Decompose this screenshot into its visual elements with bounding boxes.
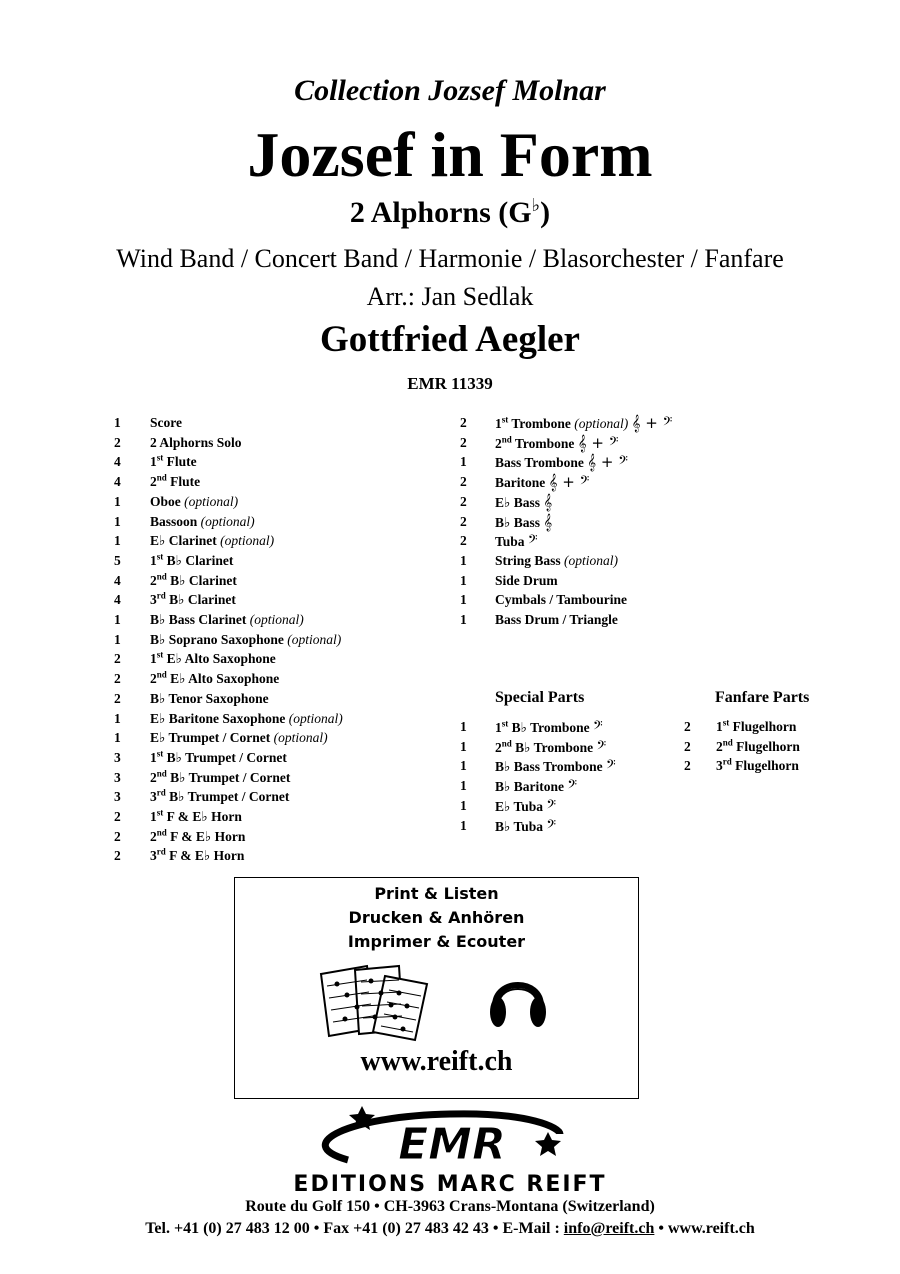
part-name: 2nd B♭ Trumpet / Cornet bbox=[150, 768, 291, 785]
part-name: 1st F & E♭ Horn bbox=[150, 807, 242, 824]
part-quantity: 1 bbox=[460, 719, 467, 734]
part-quantity: 2 bbox=[114, 671, 121, 687]
part-name: E♭ Clarinet (optional) bbox=[150, 533, 275, 549]
ordinal-suffix: nd bbox=[722, 737, 733, 748]
part-name: Bass Drum / Triangle bbox=[495, 612, 618, 627]
part-name: String Bass (optional) bbox=[495, 552, 619, 568]
part-name: 3rd B♭ Clarinet bbox=[150, 590, 236, 608]
part-name: Oboe (optional) bbox=[150, 493, 239, 509]
part-name: 2nd Flute bbox=[150, 472, 201, 490]
clef-icon: 𝄞 + 𝄢 bbox=[631, 414, 673, 432]
part-quantity: 2 bbox=[460, 415, 467, 430]
ordinal-suffix: nd bbox=[156, 571, 167, 582]
clef-icon: 𝄢 bbox=[527, 532, 538, 551]
part-name: 3rd Flugelhorn bbox=[716, 756, 799, 774]
optional-note: (optional) bbox=[288, 710, 343, 726]
part-quantity: 2 bbox=[114, 434, 121, 450]
emr-logo-graphic bbox=[230, 1104, 670, 1174]
part-name: Bassoon (optional) bbox=[150, 513, 255, 529]
part-quantity: 2 bbox=[460, 434, 467, 450]
subtitle-text: 2 Alphorns (G bbox=[349, 196, 532, 229]
part-name: 1st B♭ Trombone 𝄢 bbox=[495, 718, 603, 736]
ordinal-suffix: st bbox=[501, 718, 509, 729]
ordinal-suffix: st bbox=[156, 452, 164, 463]
clef-icon: 𝄢 bbox=[567, 777, 578, 796]
promo-line-imprimer: Imprimer & Ecouter bbox=[347, 932, 526, 951]
ordinal-suffix: nd bbox=[501, 738, 512, 749]
ordinal-suffix: nd bbox=[156, 669, 167, 680]
page-title: Jozsef in Form bbox=[247, 119, 653, 190]
part-quantity: 2 bbox=[114, 809, 121, 824]
flat-sign: ♭ bbox=[531, 195, 541, 215]
part-quantity: 4 bbox=[114, 572, 121, 588]
ordinal-suffix: nd bbox=[156, 472, 167, 483]
optional-note: (optional) bbox=[249, 612, 304, 627]
part-quantity: 1 bbox=[114, 730, 121, 746]
part-quantity: 2 bbox=[460, 533, 467, 549]
part-quantity: 1 bbox=[460, 572, 467, 588]
sheet-music-icon bbox=[315, 962, 435, 1042]
optional-note: (optional) bbox=[574, 416, 629, 431]
part-name: 2nd F & E♭ Horn bbox=[150, 827, 246, 844]
optional-note: (optional) bbox=[184, 493, 239, 509]
print-listen-box bbox=[234, 877, 639, 1099]
part-quantity: 4 bbox=[114, 474, 121, 490]
special-parts-list bbox=[460, 718, 680, 838]
publisher-name: EDITIONS MARC REIFT bbox=[293, 1172, 607, 1197]
ordinal-suffix: rd bbox=[156, 590, 166, 601]
ensemble-list: Wind Band / Concert Band / Harmonie / Blasorchester / Fanfare bbox=[116, 244, 784, 273]
part-quantity: 1 bbox=[114, 415, 121, 430]
part-quantity: 3 bbox=[114, 789, 121, 805]
part-name: E♭ Trumpet / Cornet (optional) bbox=[150, 730, 328, 746]
headphones-icon bbox=[487, 964, 549, 1032]
part-name: Baritone 𝄞 + 𝄢 bbox=[495, 473, 590, 492]
optional-note: (optional) bbox=[220, 533, 275, 549]
part-quantity: 2 bbox=[114, 651, 121, 667]
clef-icon: 𝄢 bbox=[606, 757, 616, 776]
part-quantity: 2 bbox=[114, 828, 121, 844]
part-name: E♭ Baritone Saxophone (optional) bbox=[150, 710, 343, 726]
publisher-address: Route du Golf 150 • CH-3963 Crans-Montana (Switzerland) bbox=[245, 1198, 655, 1215]
part-name: 3rd B♭ Trumpet / Cornet bbox=[150, 787, 290, 805]
part-name: B♭ Tuba 𝄢 bbox=[495, 816, 557, 835]
part-name: Side Drum bbox=[495, 572, 558, 588]
part-quantity: 1 bbox=[114, 533, 121, 549]
publisher-contact bbox=[0, 1220, 900, 1238]
part-name: 2nd Trombone 𝄞 + 𝄢 bbox=[495, 433, 619, 452]
clef-icon: 𝄢 bbox=[596, 737, 607, 756]
part-name: B♭ Soprano Saxophone (optional) bbox=[150, 631, 342, 647]
part-quantity: 2 bbox=[684, 738, 691, 754]
clef-icon: 𝄞 + 𝄢 bbox=[577, 433, 619, 452]
part-quantity: 1 bbox=[460, 454, 467, 470]
website-url[interactable]: www.reift.ch bbox=[360, 1046, 513, 1077]
part-name: Score bbox=[150, 415, 182, 430]
part-name: B♭ Bass Trombone 𝄢 bbox=[495, 757, 616, 776]
optional-note: (optional) bbox=[564, 552, 619, 568]
composer: Gottfried Aegler bbox=[320, 319, 580, 360]
catalog-number: EMR 11339 bbox=[407, 374, 493, 393]
part-name: 1st Flute bbox=[150, 452, 197, 470]
ordinal-suffix: st bbox=[501, 414, 509, 425]
part-name: E♭ Bass 𝄞 bbox=[495, 492, 553, 511]
part-quantity: 4 bbox=[114, 592, 121, 608]
email-link[interactable]: info@reift.ch bbox=[563, 1220, 655, 1237]
optional-note: (optional) bbox=[287, 631, 342, 647]
part-quantity: 2 bbox=[460, 513, 467, 529]
part-quantity: 1 bbox=[460, 778, 467, 794]
contact-website: • www.reift.ch bbox=[654, 1220, 755, 1237]
part-name: B♭ Bass 𝄞 bbox=[495, 512, 553, 531]
clef-icon: 𝄢 bbox=[546, 796, 557, 815]
part-quantity: 1 bbox=[114, 631, 121, 647]
clef-icon: 𝄞 + 𝄢 bbox=[548, 473, 590, 492]
optional-note: (optional) bbox=[200, 513, 255, 529]
emr-logo-text: EMR bbox=[398, 1119, 506, 1170]
part-quantity: 1 bbox=[460, 552, 467, 568]
part-quantity: 2 bbox=[114, 848, 121, 864]
part-name: 2nd B♭ Clarinet bbox=[150, 571, 237, 588]
part-name: 2 Alphorns Solo bbox=[150, 434, 242, 450]
part-quantity: 3 bbox=[114, 769, 121, 785]
subtitle-close: ) bbox=[540, 196, 551, 229]
emr-logo bbox=[230, 1104, 670, 1174]
part-quantity: 1 bbox=[460, 797, 467, 813]
fanfare-parts-heading: Fanfare Parts bbox=[715, 689, 810, 706]
part-quantity: 4 bbox=[114, 454, 121, 470]
optional-note: (optional) bbox=[273, 730, 328, 746]
part-quantity: 1 bbox=[460, 592, 467, 608]
part-name: 2nd B♭ Trombone 𝄢 bbox=[495, 737, 607, 756]
ordinal-suffix: rd bbox=[722, 756, 732, 767]
part-quantity: 2 bbox=[114, 690, 121, 706]
clef-icon: 𝄞 bbox=[543, 512, 553, 531]
ordinal-suffix: st bbox=[156, 551, 164, 562]
promo-line-drucken: Drucken & Anhören bbox=[348, 908, 525, 927]
parts-list-left bbox=[114, 414, 444, 864]
part-quantity: 1 bbox=[114, 493, 121, 509]
ordinal-suffix: nd bbox=[156, 768, 167, 779]
part-quantity: 1 bbox=[460, 758, 467, 774]
contact-phone-fax: Tel. +41 (0) 27 483 12 00 • Fax +41 (0) 27 483 42 43 • E-Mail : bbox=[145, 1220, 564, 1237]
part-name: 2nd E♭ Alto Saxophone bbox=[150, 669, 280, 687]
part-name: 1st Trombone (optional) 𝄞 + 𝄢 bbox=[495, 414, 673, 432]
clef-icon: 𝄞 bbox=[543, 492, 553, 511]
part-name: B♭ Bass Clarinet (optional) bbox=[150, 612, 304, 627]
part-name: Tuba 𝄢 bbox=[495, 532, 538, 551]
part-quantity: 1 bbox=[114, 513, 121, 529]
part-name: 1st Flugelhorn bbox=[716, 717, 797, 734]
ordinal-suffix: nd bbox=[156, 827, 167, 838]
part-name: 1st B♭ Clarinet bbox=[150, 551, 234, 568]
fanfare-parts-list bbox=[684, 718, 864, 778]
special-parts-heading: Special Parts bbox=[495, 689, 585, 706]
part-quantity: 3 bbox=[114, 749, 121, 765]
part-quantity: 2 bbox=[460, 474, 467, 490]
part-name: B♭ Tenor Saxophone bbox=[150, 690, 269, 706]
collection-title: Collection Jozsef Molnar bbox=[294, 74, 606, 107]
part-quantity: 2 bbox=[684, 719, 691, 734]
part-quantity: 1 bbox=[114, 710, 121, 726]
part-quantity: 1 bbox=[460, 817, 467, 833]
ordinal-suffix: st bbox=[722, 717, 730, 728]
part-name: E♭ Tuba 𝄢 bbox=[495, 796, 557, 815]
promo-line-print: Print & Listen bbox=[374, 884, 499, 903]
part-name: 1st E♭ Alto Saxophone bbox=[150, 649, 276, 667]
part-name: 2nd Flugelhorn bbox=[716, 737, 800, 754]
ordinal-suffix: rd bbox=[156, 846, 166, 857]
ordinal-suffix: rd bbox=[156, 787, 166, 798]
clef-icon: 𝄞 + 𝄢 bbox=[587, 453, 628, 472]
part-quantity: 1 bbox=[460, 612, 467, 627]
arranger: Arr.: Jan Sedlak bbox=[366, 282, 534, 311]
clef-icon: 𝄢 bbox=[546, 816, 557, 835]
part-name: Cymbals / Tambourine bbox=[495, 592, 628, 608]
part-quantity: 1 bbox=[460, 738, 467, 754]
part-quantity: 5 bbox=[114, 552, 121, 568]
instrumentation-subtitle bbox=[0, 196, 900, 230]
clef-icon: 𝄢 bbox=[593, 718, 603, 736]
part-quantity: 2 bbox=[460, 493, 467, 509]
part-name: 1st B♭ Trumpet / Cornet bbox=[150, 748, 287, 765]
part-quantity: 1 bbox=[114, 612, 121, 627]
part-name: B♭ Baritone 𝄢 bbox=[495, 777, 578, 796]
part-name: 3rd F & E♭ Horn bbox=[150, 846, 245, 864]
ordinal-suffix: st bbox=[156, 748, 164, 759]
ordinal-suffix: st bbox=[156, 649, 164, 660]
parts-list-right bbox=[460, 414, 760, 634]
ordinal-suffix: st bbox=[156, 807, 164, 818]
part-quantity: 2 bbox=[684, 758, 691, 774]
part-name: Bass Trombone 𝄞 + 𝄢 bbox=[495, 453, 628, 472]
ordinal-suffix: nd bbox=[501, 434, 512, 445]
